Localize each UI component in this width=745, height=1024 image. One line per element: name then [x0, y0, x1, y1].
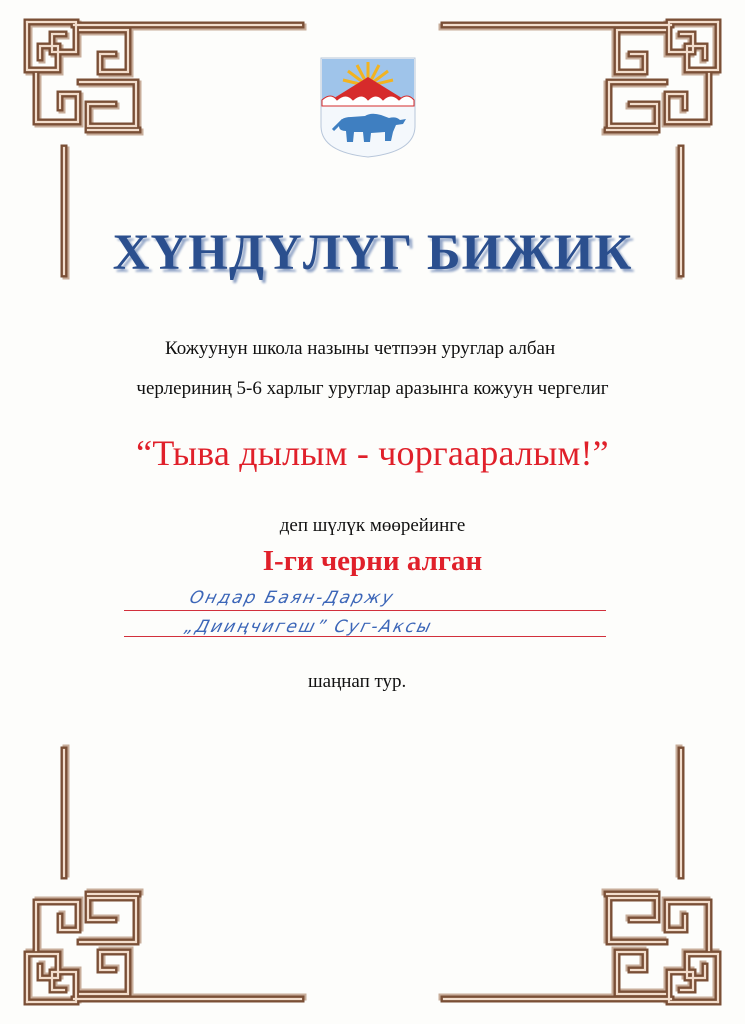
certificate-title: ХҮНДҮЛҮГ БИЖИК — [112, 225, 633, 281]
body-line-1: Кожуунун школа назыны четпээн уруглар албан — [165, 338, 556, 359]
contest-motto: “Тыва дылым - чоргааралым!” — [136, 433, 609, 473]
handwritten-recipient-school: „Дииңчигеш” Суг-Аксы — [182, 617, 435, 637]
corner-ornament-bottom-right — [427, 737, 727, 1012]
handwritten-recipient-name: Ондар Баян-Даржу — [187, 588, 397, 608]
award-place: I-ги черни алган — [262, 545, 483, 577]
body-line-3: деп шүлүк мөөрейинге — [279, 515, 466, 536]
body-line-2: черлериниң 5-6 харлыг уруглар аразынга кожуун чергелиг — [136, 378, 609, 399]
corner-ornament-bottom-left — [18, 737, 318, 1012]
recipient-underline-1 — [124, 610, 606, 611]
body-line-4: шаңнап тур. — [308, 671, 407, 692]
district-coat-of-arms-icon — [319, 56, 417, 159]
